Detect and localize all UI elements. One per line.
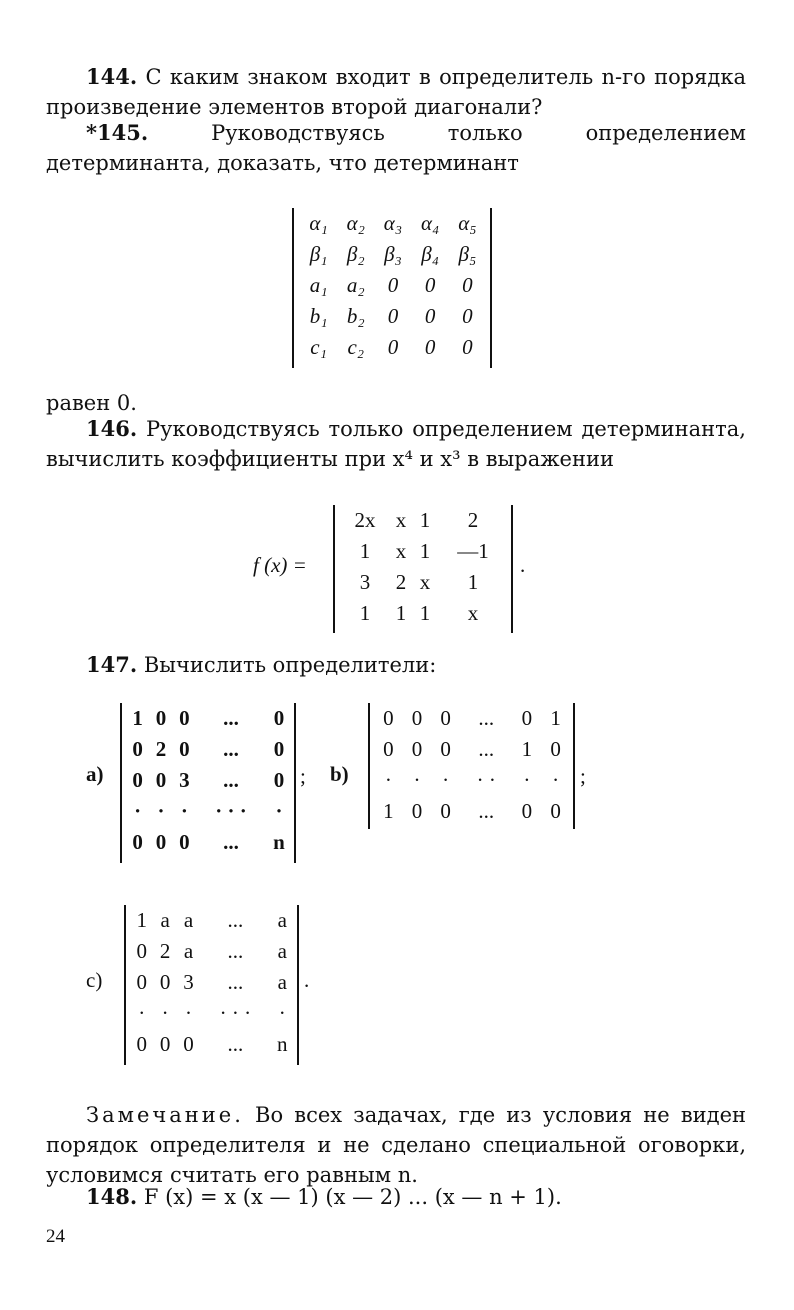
matrix-cell: 0 xyxy=(179,737,190,761)
matrix-row xyxy=(300,301,486,332)
matrix-cell: · xyxy=(523,768,531,792)
matrix-cell: 0 xyxy=(273,737,285,761)
matrix-row xyxy=(130,1029,294,1060)
matrix-cell: 0 xyxy=(424,304,436,328)
part-label: a) xyxy=(86,762,104,786)
part-label: b) xyxy=(330,762,349,786)
matrix-cell: x xyxy=(395,539,407,563)
matrix-cell: 0 xyxy=(550,737,561,761)
page-number: 24 xyxy=(46,1226,65,1247)
matrix-cell: ... xyxy=(227,970,244,994)
matrix-cell: ... xyxy=(223,830,239,854)
matrix-cell: 1 xyxy=(359,539,371,563)
matrix-cell: β₂ xyxy=(346,242,365,266)
matrix-cell: 0 xyxy=(155,830,167,854)
matrix-cell: b₂ xyxy=(346,304,365,328)
part-label: c) xyxy=(86,968,103,992)
matrix-cell: n xyxy=(273,830,285,854)
matrix-cell: 0 xyxy=(155,706,167,730)
matrix-row xyxy=(126,796,292,827)
matrix-cell: 1 xyxy=(383,799,394,823)
matrix-row xyxy=(130,905,294,936)
matrix-cell: · · · xyxy=(219,1001,252,1025)
left-bar xyxy=(368,703,370,829)
problem-147 xyxy=(46,650,746,680)
matrix-cell: 3 xyxy=(359,570,371,594)
matrix-cell: · xyxy=(413,768,421,792)
matrix-cell: 1 xyxy=(419,508,431,532)
right-bar xyxy=(294,703,296,863)
problem-number: 144. xyxy=(86,64,138,89)
matrix-cell: n xyxy=(277,1032,288,1056)
matrix-cell: β₄ xyxy=(421,242,440,266)
problem-144 xyxy=(46,62,746,122)
matrix-cell: 0 xyxy=(132,737,143,761)
matrix-row xyxy=(300,239,486,270)
matrix-cell: β₅ xyxy=(458,242,477,266)
matrix-cell: a xyxy=(277,939,287,963)
matrix-cell: —1 xyxy=(457,539,489,563)
matrix-cell: 1 xyxy=(521,737,533,761)
end-punctuation: ; xyxy=(300,764,306,788)
matrix-cell: 0 xyxy=(159,1032,171,1056)
problem-text: С каким знаком входит в определитель n-го порядка произведение элементов второй диагонали? xyxy=(46,65,746,119)
matrix-cell: · xyxy=(552,768,560,792)
matrix-cell: 0 xyxy=(411,706,423,730)
matrix-cell: 0 xyxy=(383,706,394,730)
matrix-147b xyxy=(374,703,570,827)
matrix-cell: 1 xyxy=(136,908,147,932)
problem-text: F (x) = x (x — 1) (x — 2) ... (x — n + 1). xyxy=(137,1185,562,1209)
matrix-cell: a xyxy=(277,970,287,994)
matrix-146 xyxy=(341,505,509,629)
matrix-row xyxy=(341,505,509,536)
matrix-row xyxy=(300,208,486,239)
matrix-cell: 1 xyxy=(395,601,407,625)
matrix-cell: b₁ xyxy=(309,304,328,328)
matrix-cell: · xyxy=(138,1001,146,1025)
matrix-cell: · xyxy=(275,799,283,823)
matrix-cell: 0 xyxy=(440,799,451,823)
matrix-cell: a xyxy=(183,939,194,963)
problem-number: 148. xyxy=(86,1184,138,1209)
left-bar xyxy=(124,905,126,1065)
matrix-cell: · xyxy=(134,799,142,823)
matrix-cell: 0 xyxy=(411,799,423,823)
matrix-cell: β₃ xyxy=(384,242,402,266)
matrix-cell: · xyxy=(180,799,188,823)
matrix-cell: 2 xyxy=(155,737,167,761)
matrix-cell: 0 xyxy=(462,304,473,328)
left-bar xyxy=(292,208,294,368)
matrix-cell: a xyxy=(277,908,287,932)
matrix-cell: ... xyxy=(478,799,495,823)
matrix-cell: 0 xyxy=(550,799,561,823)
matrix-145 xyxy=(300,208,486,363)
matrix-row xyxy=(374,703,570,734)
remark xyxy=(46,1100,746,1190)
matrix-cell: 1 xyxy=(419,539,431,563)
matrix-cell: 0 xyxy=(132,768,143,792)
matrix-cell: 1 xyxy=(467,570,479,594)
matrix-cell: ... xyxy=(478,737,495,761)
left-bar xyxy=(120,703,122,863)
matrix-row xyxy=(341,567,509,598)
problem-number: *145. xyxy=(86,120,149,145)
problem-text: Руководствуясь только определением детерминанта, доказать, что детерминант xyxy=(46,121,746,175)
matrix-cell: 0 xyxy=(462,335,473,359)
matrix-row xyxy=(130,967,294,998)
end-punctuation: . xyxy=(520,553,526,577)
matrix-row xyxy=(130,936,294,967)
matrix-cell: 0 xyxy=(462,273,473,297)
problem-146 xyxy=(46,414,746,474)
problem-145-end: равен 0. xyxy=(46,391,137,415)
matrix-cell: a xyxy=(183,908,194,932)
matrix-cell: 0 xyxy=(183,1032,194,1056)
remark-label: Замечание. xyxy=(86,1103,244,1127)
matrix-cell: x xyxy=(467,601,479,625)
problem-145 xyxy=(46,118,746,178)
remark-text: Во всех задачах, где из условия не виден порядок определителя и не сделано специальной оговорки, условимся считать его равным n. xyxy=(46,1103,746,1187)
matrix-cell: · xyxy=(278,1001,286,1025)
matrix-cell: 0 xyxy=(136,1032,147,1056)
problem-number: 147. xyxy=(86,652,138,677)
matrix-cell: · xyxy=(384,768,392,792)
matrix-cell: 1 xyxy=(550,706,561,730)
matrix-cell: ... xyxy=(478,706,495,730)
matrix-cell: ... xyxy=(223,706,239,730)
matrix-cell: c₂ xyxy=(347,335,365,359)
matrix-cell: · xyxy=(185,1001,193,1025)
matrix-cell: ... xyxy=(227,908,244,932)
matrix-cell: ... xyxy=(227,1032,244,1056)
matrix-row xyxy=(130,998,294,1029)
matrix-row xyxy=(126,765,292,796)
matrix-147a xyxy=(126,703,292,858)
matrix-cell: 3 xyxy=(183,970,194,994)
matrix-cell: 2 xyxy=(467,508,479,532)
end-punctuation: . xyxy=(304,968,310,992)
matrix-cell: 0 xyxy=(440,706,451,730)
matrix-cell: 1 xyxy=(419,601,431,625)
right-bar xyxy=(490,208,492,368)
matrix-cell: 0 xyxy=(136,970,147,994)
right-bar xyxy=(297,905,299,1065)
right-bar xyxy=(573,703,575,829)
matrix-cell: 0 xyxy=(273,768,285,792)
matrix-cell: x xyxy=(419,570,431,594)
matrix-cell: · xyxy=(161,1001,169,1025)
matrix-cell: 2 xyxy=(159,939,171,963)
matrix-cell: 0 xyxy=(155,768,167,792)
matrix-row xyxy=(341,598,509,629)
right-bar xyxy=(511,505,513,633)
matrix-cell: 0 xyxy=(387,304,399,328)
matrix-147c xyxy=(130,905,294,1060)
matrix-cell: 0 xyxy=(132,830,143,854)
matrix-cell: 0 xyxy=(179,830,190,854)
matrix-cell: 0 xyxy=(411,737,423,761)
problem-text: Руководствуясь только определением детерминанта, вычислить коэффициенты при x⁴ и x³ в выражении xyxy=(46,417,746,471)
matrix-row xyxy=(126,703,292,734)
matrix-cell: a xyxy=(160,908,170,932)
matrix-row xyxy=(374,765,570,796)
matrix-cell: · · · xyxy=(215,799,247,823)
matrix-cell: ... xyxy=(223,737,239,761)
matrix-cell: 1 xyxy=(359,601,371,625)
matrix-cell: 0 xyxy=(387,273,399,297)
matrix-cell: · · xyxy=(476,768,496,792)
end-punctuation: ; xyxy=(580,764,586,788)
matrix-cell: 0 xyxy=(440,737,451,761)
matrix-row xyxy=(126,734,292,765)
matrix-cell: 0 xyxy=(273,706,285,730)
matrix-row xyxy=(374,796,570,827)
matrix-cell: 0 xyxy=(424,335,436,359)
matrix-cell: 0 xyxy=(521,706,533,730)
matrix-cell: α₅ xyxy=(458,211,477,235)
matrix-cell: a₂ xyxy=(346,273,365,297)
left-bar xyxy=(333,505,335,633)
matrix-cell: 2x xyxy=(354,508,376,532)
matrix-cell: c₁ xyxy=(310,335,327,359)
function-label: f (x) = xyxy=(253,553,307,577)
matrix-cell: 0 xyxy=(383,737,394,761)
matrix-cell: β₁ xyxy=(309,242,328,266)
matrix-row xyxy=(374,734,570,765)
matrix-cell: 0 xyxy=(179,706,190,730)
matrix-cell: 0 xyxy=(387,335,399,359)
matrix-cell: · xyxy=(442,768,450,792)
matrix-row xyxy=(126,827,292,858)
matrix-cell: α₃ xyxy=(383,211,403,235)
matrix-cell: · xyxy=(157,799,165,823)
matrix-row xyxy=(341,536,509,567)
problem-148 xyxy=(46,1182,746,1212)
problem-text: Вычислить определители: xyxy=(137,653,437,677)
matrix-cell: 0 xyxy=(159,970,171,994)
matrix-cell: 1 xyxy=(132,706,143,730)
matrix-cell: 3 xyxy=(179,768,190,792)
matrix-cell: 0 xyxy=(424,273,436,297)
matrix-cell: x xyxy=(395,508,407,532)
matrix-cell: 2 xyxy=(395,570,407,594)
matrix-cell: α₂ xyxy=(346,211,365,235)
matrix-cell: ... xyxy=(227,939,244,963)
matrix-cell: 0 xyxy=(136,939,147,963)
matrix-row xyxy=(300,332,486,363)
matrix-cell: α₄ xyxy=(420,211,440,235)
matrix-cell: α₁ xyxy=(309,211,328,235)
matrix-cell: ... xyxy=(223,768,239,792)
matrix-row xyxy=(300,270,486,301)
problem-number: 146. xyxy=(86,416,138,441)
matrix-cell: a₁ xyxy=(309,273,328,297)
matrix-cell: 0 xyxy=(521,799,533,823)
